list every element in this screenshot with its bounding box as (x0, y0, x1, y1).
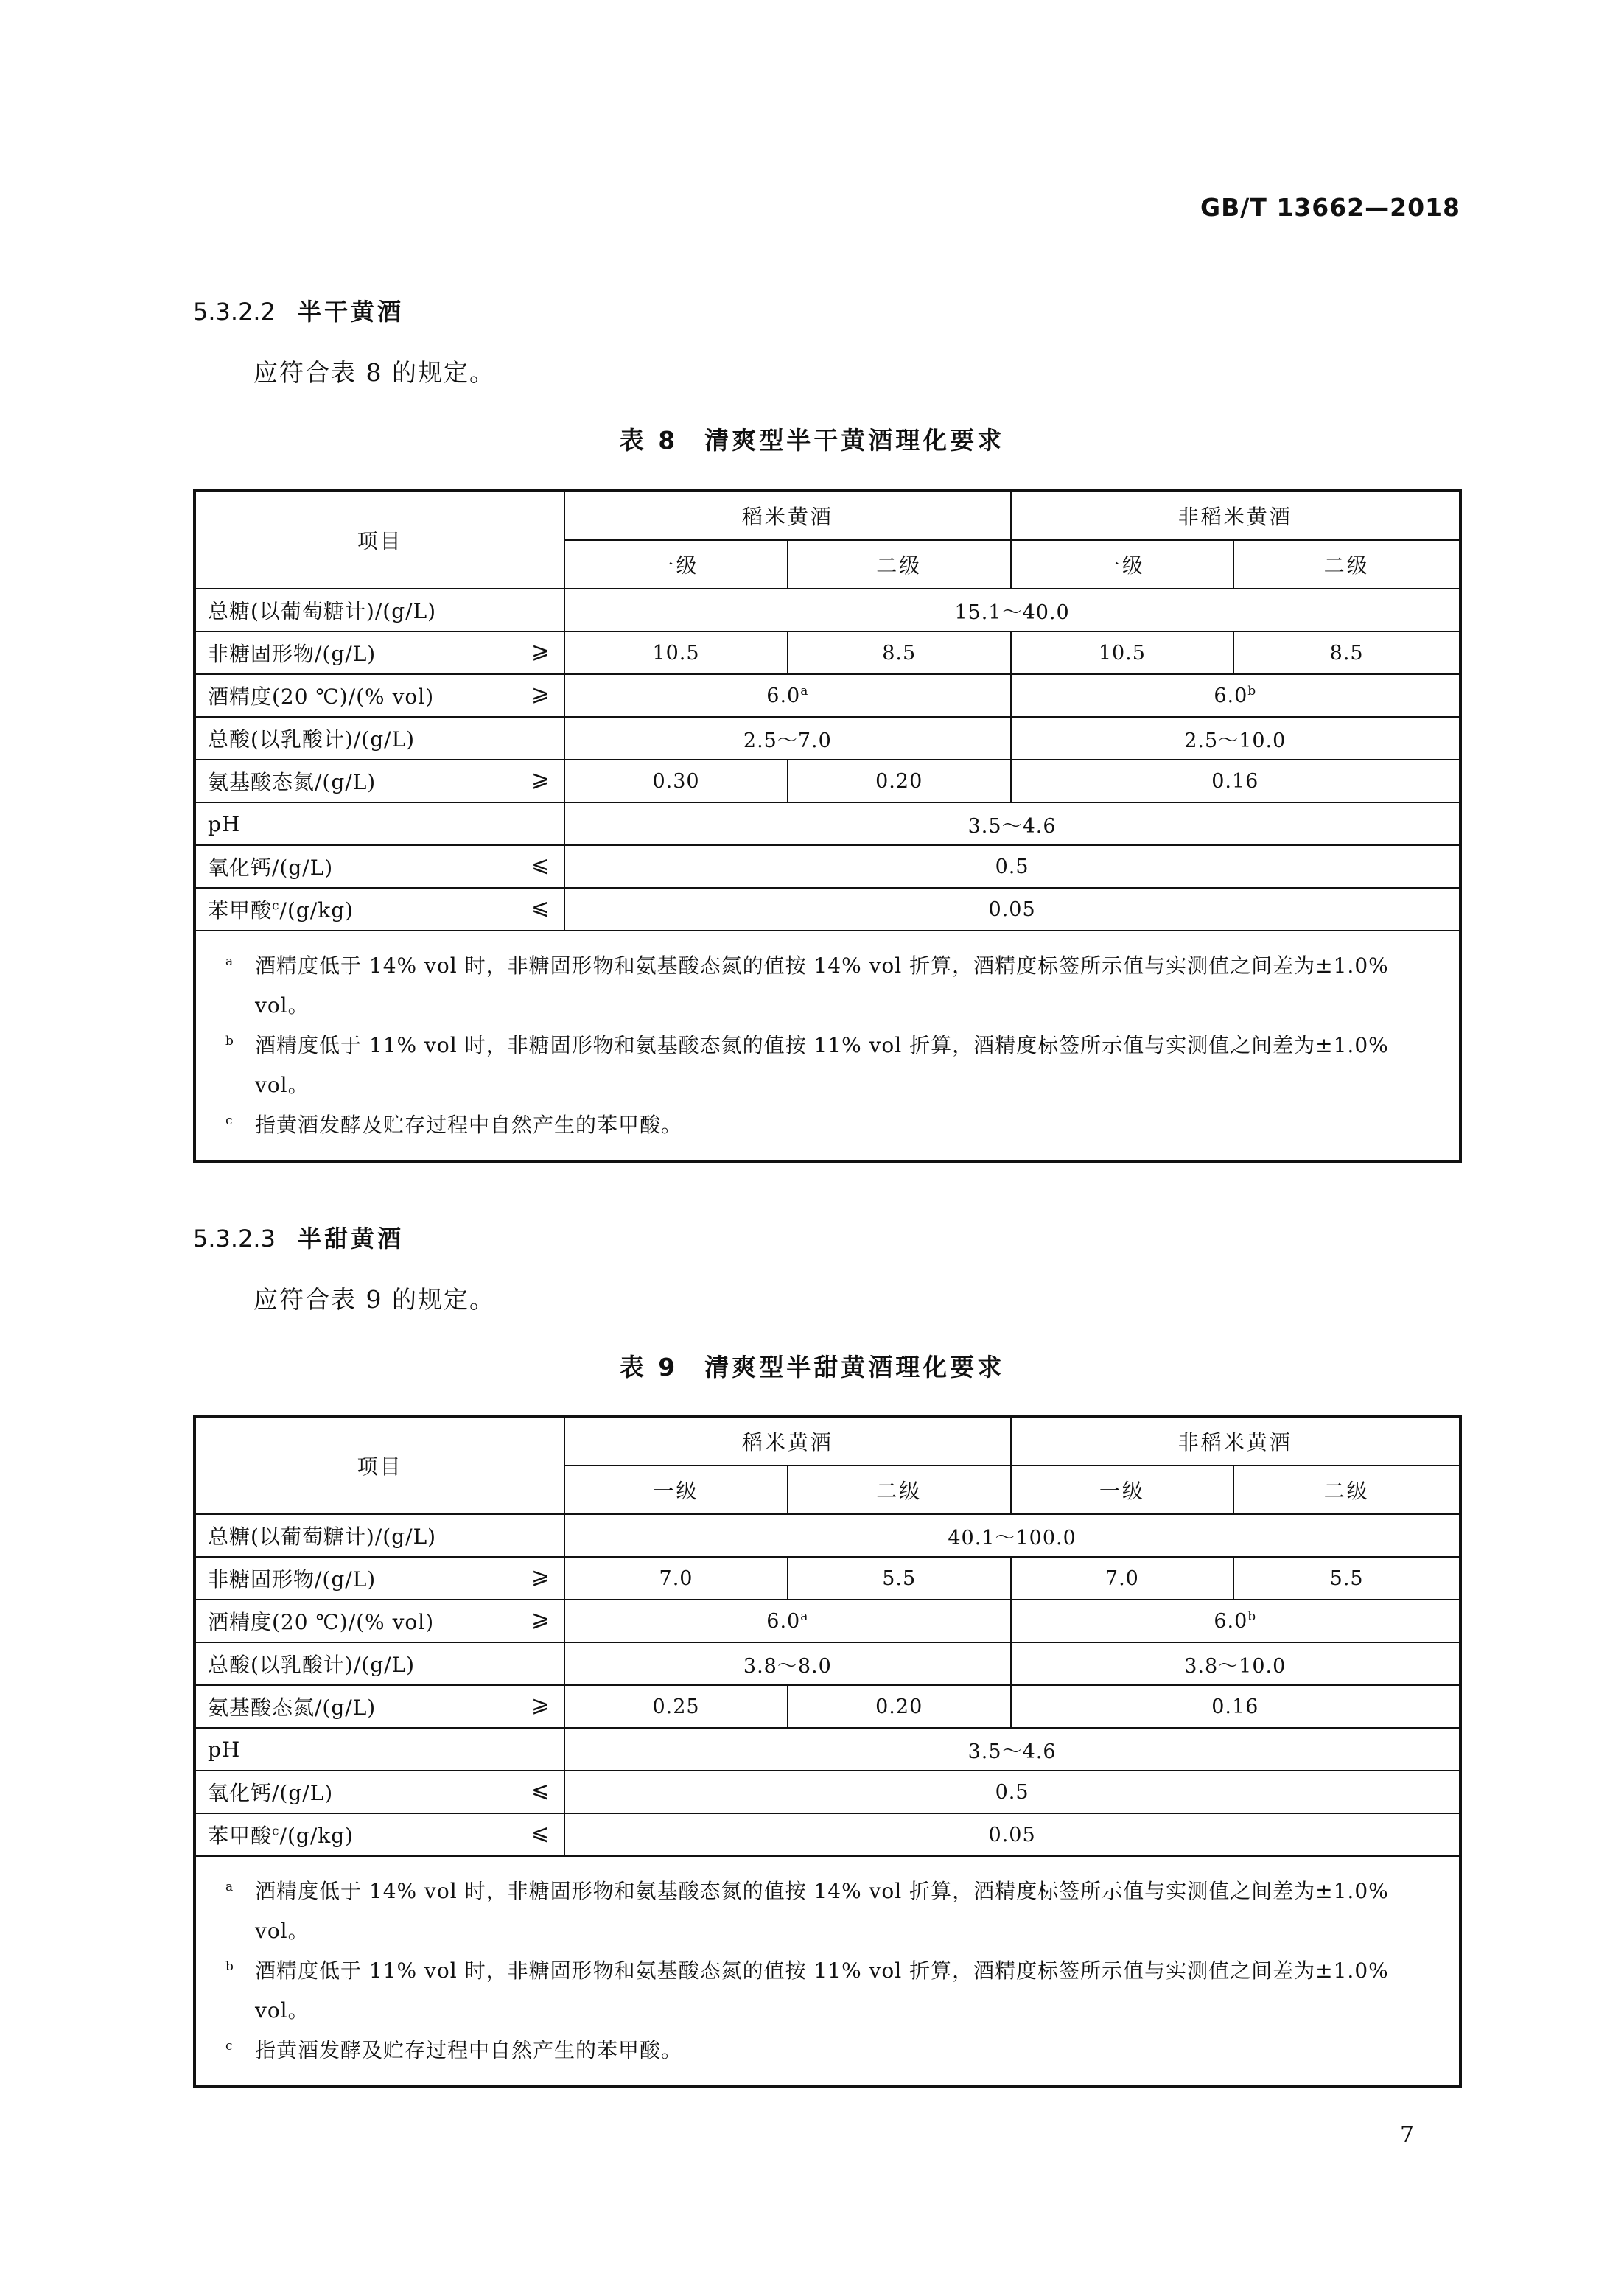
row-label: 酒精度(20 ℃)/(% vol) ⩾ (195, 1600, 564, 1642)
table-header-row (195, 491, 1460, 540)
row-label: 总糖(以葡萄糖计)/(g/L) (195, 1514, 564, 1557)
cell-value: 0.30 (564, 760, 788, 802)
header-grade-1: 一级 (564, 1466, 788, 1514)
row-label: 氧化钙/(g/L) ⩽ (195, 1771, 564, 1813)
header-grade-2: 二级 (1233, 540, 1460, 589)
table-title: 清爽型半甜黄酒理化要求 (704, 1353, 1005, 1382)
limit-symbol: ⩾ (531, 1606, 551, 1632)
cell-value: 3.8～10.0 (1011, 1642, 1460, 1685)
table-notes (195, 1856, 1460, 2087)
header-non-rice-wine: 非稻米黄酒 (1011, 1416, 1460, 1466)
section-heading-5-3-2-3 (193, 1220, 404, 1254)
footnote: c 指黄酒发酵及贮存过程中自然产生的苯甲酸。 (225, 2038, 683, 2062)
limit-symbol: ⩽ (531, 1820, 551, 1846)
table-header-row (195, 1416, 1460, 1466)
row-label: 总糖(以葡萄糖计)/(g/L) (195, 589, 564, 631)
footnote-mark: b (1247, 684, 1257, 699)
header-item: 项目 (195, 1416, 564, 1514)
cell-value: 0.16 (1011, 760, 1460, 802)
footnote: b 酒精度低于 11% vol 时，非糖固形物和氨基酸态氮的值按 11% vol 折算，酒精度标签所示值与实测值之间差为±1.0% vol。 (225, 1958, 1389, 2023)
header-item: 项目 (195, 491, 564, 589)
cell-value: 0.05 (564, 1813, 1460, 1856)
cell-value: 7.0 (1011, 1557, 1234, 1600)
row-label: pH (195, 802, 564, 845)
cell-value: 3.5～4.6 (564, 802, 1460, 845)
row-label: 总酸(以乳酸计)/(g/L) (195, 717, 564, 760)
cell-value: 8.5 (1233, 631, 1460, 674)
row-label: 总酸(以乳酸计)/(g/L) (195, 1642, 564, 1685)
limit-symbol: ⩾ (531, 1692, 551, 1718)
table-row (195, 717, 1460, 760)
section-text: 应符合表 8 的规定。 (253, 358, 495, 387)
cell-value: 2.5～7.0 (564, 717, 1010, 760)
table-title: 清爽型半干黄酒理化要求 (704, 426, 1005, 455)
cell-value: 0.05 (564, 888, 1460, 931)
row-label: 氨基酸态氮/(g/L) ⩾ (195, 760, 564, 802)
header-grade-2: 二级 (788, 1466, 1011, 1514)
footnote-mark: c (272, 1824, 280, 1839)
table-row (195, 888, 1460, 931)
table-row (195, 631, 1460, 674)
section-number: 5.3.2.3 (193, 1225, 276, 1253)
footnote-mark: a (800, 1609, 809, 1624)
header-grade-1: 一级 (1011, 1466, 1234, 1514)
section-title: 半干黄酒 (297, 298, 404, 326)
table-row (195, 589, 1460, 631)
table-number: 表 8 (619, 426, 679, 455)
footnote: c 指黄酒发酵及贮存过程中自然产生的苯甲酸。 (225, 1113, 683, 1137)
cell-value: 3.8～8.0 (564, 1642, 1010, 1685)
cell-value: 0.16 (1011, 1685, 1460, 1728)
limit-symbol: ⩽ (531, 895, 551, 920)
row-label: 苯甲酸$^c$/(g/kg) ⩽ (195, 888, 564, 931)
footnote-mark: a (800, 684, 809, 699)
cell-value: 10.5 (1011, 631, 1234, 674)
row-label: 苯甲酸$^c$/(g/kg) ⩽ (195, 1813, 564, 1856)
table-row (195, 674, 1460, 717)
header-rice-wine: 稻米黄酒 (564, 491, 1010, 540)
table-row (195, 1514, 1460, 1557)
cell-value: 2.5～10.0 (1011, 717, 1460, 760)
table-row (195, 845, 1460, 888)
cell-value: 5.5 (788, 1557, 1011, 1600)
header-rice-wine: 稻米黄酒 (564, 1416, 1010, 1466)
header-grade-2: 二级 (788, 540, 1011, 589)
cell-value: 15.1～40.0 (564, 589, 1460, 631)
header-grade-1: 一级 (564, 540, 788, 589)
section-title: 半甜黄酒 (297, 1225, 404, 1253)
cell-value: 6.0$^b$ (1011, 674, 1460, 717)
limit-symbol: ⩽ (531, 1777, 551, 1803)
table-notes (195, 931, 1460, 1161)
cell-value: 40.1～100.0 (564, 1514, 1460, 1557)
limit-symbol: ⩽ (531, 852, 551, 878)
footnote: a 酒精度低于 14% vol 时，非糖固形物和氨基酸态氮的值按 14% vol 折算，酒精度标签所示值与实测值之间差为±1.0% vol。 (225, 1879, 1389, 1943)
section-text: 应符合表 9 的规定。 (253, 1285, 495, 1314)
table-row (195, 760, 1460, 802)
table-notes-row (195, 1856, 1460, 2087)
table-row (195, 1685, 1460, 1728)
section-heading-5-3-2-2 (193, 293, 404, 327)
table-row (195, 1728, 1460, 1771)
cell-value: 0.5 (564, 845, 1460, 888)
row-label: 非糖固形物/(g/L) ⩾ (195, 631, 564, 674)
table-9 (193, 1415, 1462, 2088)
row-label: 氧化钙/(g/L) ⩽ (195, 845, 564, 888)
cell-value: 6.0$^a$ (564, 1600, 1010, 1642)
table-row (195, 1642, 1460, 1685)
table-number: 表 9 (619, 1353, 679, 1382)
limit-symbol: ⩾ (531, 638, 551, 664)
cell-value: 8.5 (788, 631, 1011, 674)
row-label: 氨基酸态氮/(g/L) ⩾ (195, 1685, 564, 1728)
cell-value: 0.25 (564, 1685, 788, 1728)
page-number: 7 (1400, 2122, 1415, 2148)
limit-symbol: ⩾ (531, 1564, 551, 1589)
table-row (195, 1600, 1460, 1642)
table-8 (193, 489, 1462, 1163)
table-row (195, 1557, 1460, 1600)
table-9-caption (0, 1348, 1624, 1383)
standard-number: GB/T 13662—2018 (1200, 193, 1460, 222)
table-row (195, 1813, 1460, 1856)
footnote: a 酒精度低于 14% vol 时，非糖固形物和氨基酸态氮的值按 14% vol 折算，酒精度标签所示值与实测值之间差为±1.0% vol。 (225, 953, 1389, 1018)
header-grade-1: 一级 (1011, 540, 1234, 589)
cell-value: 5.5 (1233, 1557, 1460, 1600)
section-number: 5.3.2.2 (193, 298, 276, 326)
footnote-mark: c (272, 898, 280, 914)
table-8-caption (0, 421, 1624, 456)
cell-value: 6.0$^b$ (1011, 1600, 1460, 1642)
table-row (195, 1771, 1460, 1813)
cell-value: 3.5～4.6 (564, 1728, 1460, 1771)
header-non-rice-wine: 非稻米黄酒 (1011, 491, 1460, 540)
row-label: 非糖固形物/(g/L) ⩾ (195, 1557, 564, 1600)
cell-value: 7.0 (564, 1557, 788, 1600)
table-row (195, 802, 1460, 845)
row-label: pH (195, 1728, 564, 1771)
limit-symbol: ⩾ (531, 766, 551, 792)
cell-value: 6.0$^a$ (564, 674, 1010, 717)
cell-value: 0.20 (788, 760, 1011, 802)
footnote: b 酒精度低于 11% vol 时，非糖固形物和氨基酸态氮的值按 11% vol 折算，酒精度标签所示值与实测值之间差为±1.0% vol。 (225, 1033, 1389, 1097)
footnote-mark: b (1247, 1609, 1257, 1624)
limit-symbol: ⩾ (531, 681, 551, 707)
header-grade-2: 二级 (1233, 1466, 1460, 1514)
table-notes-row (195, 931, 1460, 1161)
cell-value: 0.20 (788, 1685, 1011, 1728)
row-label: 酒精度(20 ℃)/(% vol) ⩾ (195, 674, 564, 717)
cell-value: 0.5 (564, 1771, 1460, 1813)
cell-value: 10.5 (564, 631, 788, 674)
